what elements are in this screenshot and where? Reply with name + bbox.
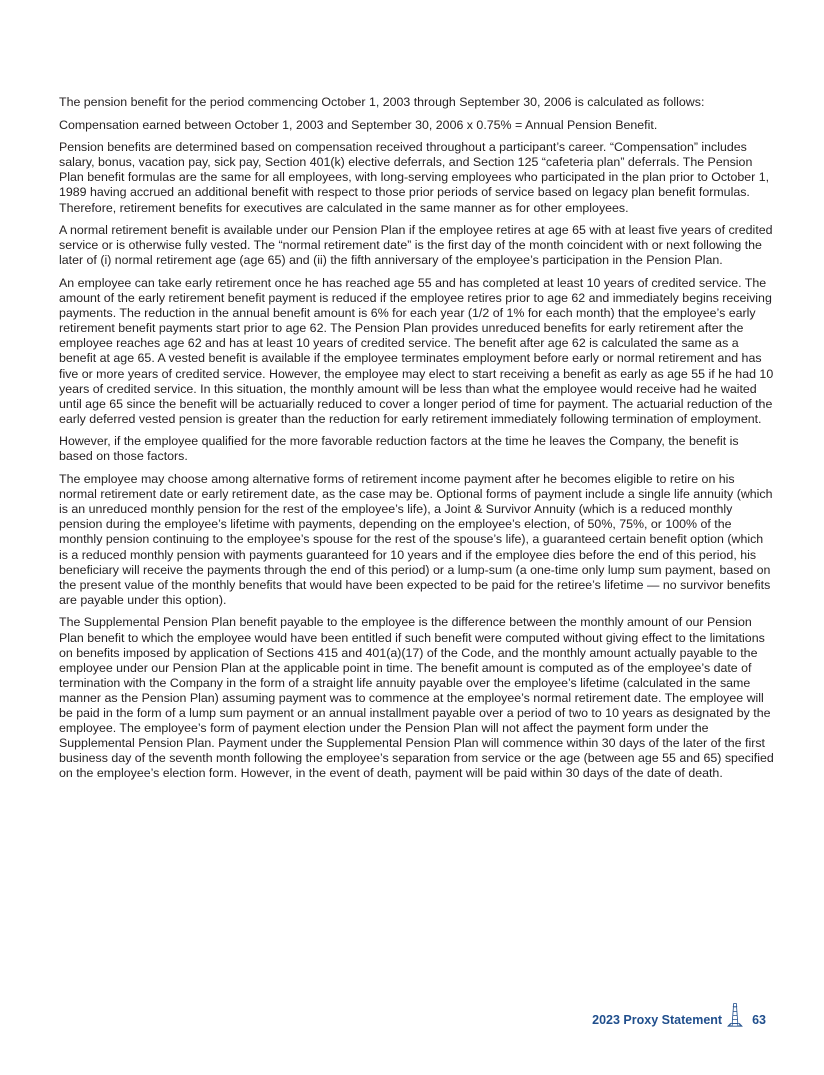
- paragraph-payment-forms: The employee may choose among alternative forms of retirement income payment after he becomes eligible to retire on his normal retirement date or early retirement date, as the case may be. Optional forms of payment include a single life annuity (which is an unreduced monthly pension for the rest of the employee’s life), a Joint & Survivor Annuity (which is a reduced monthly pension during the employee’s lifetime with payments, depending on the employee’s election, of 50%, 75%, or 100% of the monthly pension continuing to the employee’s spouse for the rest of the spouse’s life), a guaranteed certain benefit option (which is a reduced monthly pension with payments guaranteed for 10 years and if the employee dies before the end of this period, his beneficiary will receive the payments through the end of this period) or a lump-sum (a one-time only lump sum payment, based on the present value of the monthly benefits that would have been expected to be paid for the retiree’s lifetime — no survivor benefits are payable under this option).: [59, 472, 773, 607]
- paragraph-early-retirement: An employee can take early retirement once he has reached age 55 and has completed at least 10 years of credited service. The amount of the early retirement benefit payment is reduced if the employee retires prior to age 62 and immediately begins receiving payments. The reduction in the annual benefit amount is 6% for each year (1/2 of 1% for each month) that the employee’s early retirement benefit payments start prior to age 62. The Pension Plan provides unreduced benefits for early retirement after the employee reaches age 62 and has at least 10 years of credited service. The benefit after age 62 is calculated the same as a benefit at age 65. A vested benefit is available if the employee terminates employment before early or normal retirement and has five or more years of credited service. However, the employee may elect to start receiving a benefit as early as age 55 if he had 10 years of credited service. In this situation, the monthly amount will be less than what the employee would receive had he waited until age 65 since the benefit will be actuarially reduced to cover a longer period of time for payment. The actuarial reduction of the early deferred vested pension is greater than the reduction for early retirement immediately following termination of employment.: [59, 275, 774, 426]
- page-footer: [592, 1003, 766, 1027]
- paragraph-reduction-factors: However, if the employee qualified for the more favorable reduction factors at the time he leaves the Company, the benefit is based on those factors.: [59, 434, 739, 464]
- footer-page-number: 63: [752, 1013, 766, 1027]
- paragraph-normal-retirement: A normal retirement benefit is available under our Pension Plan if the employee retires at age 65 with at least five years of credited service or is otherwise fully vested. The “normal retirement date” is the first day of the month coincident with or next following the later of (i) normal retirement age (age 65) and (ii) the fifth anniversary of the employee’s participation in the Pension Plan.: [59, 223, 773, 268]
- paragraph-calculation-formula: Compensation earned between October 1, 2003 and September 30, 2006 x 0.75% = Annual Pension Benefit.: [59, 117, 658, 132]
- paragraph-calculation-intro: The pension benefit for the period commencing October 1, 2003 through September 30, 2006 is calculated as follows:: [59, 95, 705, 109]
- lighthouse-icon: [727, 1003, 743, 1027]
- paragraph-supplemental-pension: The Supplemental Pension Plan benefit payable to the employee is the difference between the monthly amount of our Pension Plan benefit to which the employee would have been entitled if such benefit were computed without giving effect to the limitations on benefits imposed by application of Sections 415 and 401(a)(17) of the Code, and the monthly amount actually payable to the employee under our Pension Plan at the applicable point in time. The benefit amount is computed as of the employee’s date of termination with the Company in the form of a straight life annuity payable over the employee’s lifetime (calculated in the same manner as the Pension Plan) assuming payment was to commence at the employee’s normal retirement date. The employee will be paid in the form of a lump sum payment or an annual installment payable over a period of two to 10 years as designated by the employee. The employee’s form of payment election under the Pension Plan will not affect the payment form under the Supplemental Pension Plan. Payment under the Supplemental Pension Plan will commence within 30 days of the later of the first business day of the seventh month following the employee’s separation from service or the age (between age 55 and 65) specified on the employee’s election form. However, in the event of death, payment will be paid within 30 days of the date of death.: [59, 615, 774, 781]
- document-body: [59, 95, 775, 789]
- footer-document-title: 2023 Proxy Statement: [592, 1013, 723, 1027]
- paragraph-compensation-definition: Pension benefits are determined based on compensation received throughout a participant’s career. “Compensation” includes salary, bonus, vacation pay, sick pay, Section 401(k) elective deferrals, and Section 125 “cafeteria plan” deferrals. The Pension Plan benefit formulas are the same for all employees, with long-serving employees who participated in the plan prior to October 1, 1989 having accrued an additional benefit with respect to those prior periods of service based on legacy plan benefit formulas. Therefore, retirement benefits for executives are calculated in the same manner as for other employees.: [59, 140, 770, 215]
